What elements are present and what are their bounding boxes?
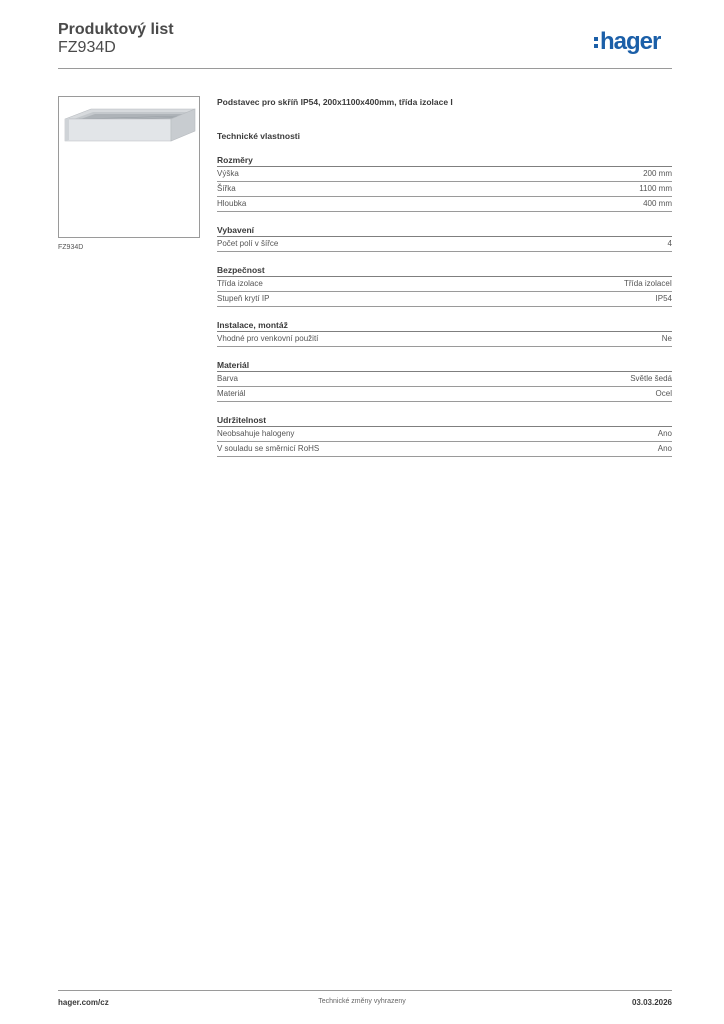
product-description: Podstavec pro skříň IP54, 200x1100x400mm, třída izolace I [217, 97, 453, 107]
spec-row [217, 332, 672, 347]
spec-value: Ano [657, 444, 672, 453]
spec-label: Stupeň krytí IP [217, 294, 270, 303]
spec-row [217, 292, 672, 307]
spec-label: Třída izolace [217, 279, 263, 288]
section-title: Instalace, montáž [217, 320, 672, 332]
spec-value: 200 mm [643, 169, 672, 178]
page-title: Produktový list [58, 21, 174, 38]
footer-website-link[interactable]: hager.com/cz [58, 998, 109, 1007]
spec-label: V souladu se směrnicí RoHS [217, 444, 320, 453]
spec-value: Ne [661, 334, 672, 343]
footer-divider [58, 990, 672, 991]
spec-label: Hloubka [217, 199, 247, 208]
hager-logo [594, 29, 660, 55]
spec-label: Šířka [217, 184, 236, 193]
spec-value: Ocel [655, 389, 672, 398]
product-code: FZ934D [58, 39, 116, 56]
section-rozmery [217, 155, 672, 212]
spec-row [217, 372, 672, 387]
logo-colon-icon [594, 37, 598, 48]
spec-label: Výška [217, 169, 239, 178]
spec-row [217, 387, 672, 402]
section-bezpecnost [217, 265, 672, 307]
spec-row [217, 277, 672, 292]
spec-value: 4 [667, 239, 672, 248]
spec-label: Materiál [217, 389, 246, 398]
spec-row [217, 442, 672, 457]
spec-row [217, 167, 672, 182]
spec-value: Třída izolaceI [623, 279, 672, 288]
spec-row [217, 197, 672, 212]
spec-value: 1100 mm [639, 184, 672, 193]
header-divider [58, 68, 672, 69]
spec-label: Počet polí v šířce [217, 239, 279, 248]
product-image [58, 96, 200, 238]
spec-row [217, 182, 672, 197]
section-title: Materiál [217, 360, 672, 372]
image-caption: FZ934D [58, 244, 84, 251]
section-material [217, 360, 672, 402]
spec-label: Vhodné pro venkovní použití [217, 334, 319, 343]
section-title: Rozměry [217, 155, 672, 167]
footer-date: 03.03.2026 [631, 998, 672, 1007]
spec-row [217, 237, 672, 252]
spec-value: Ano [657, 429, 672, 438]
spec-value: IP54 [655, 294, 672, 303]
section-title: Udržitelnost [217, 415, 672, 427]
footer-note: Technické změny vyhrazeny [318, 998, 406, 1005]
spec-label: Barva [217, 374, 238, 383]
section-title: Vybavení [217, 225, 672, 237]
section-vybaveni [217, 225, 672, 252]
spec-label: Neobsahuje halogeny [217, 429, 295, 438]
spec-value: 400 mm [643, 199, 672, 208]
spec-value: Světle šedá [630, 374, 672, 383]
tech-properties-title: Technické vlastnosti [217, 131, 300, 141]
section-instalace [217, 320, 672, 347]
section-udrzitelnost [217, 415, 672, 457]
logo-text: hager [600, 28, 661, 55]
spec-row [217, 427, 672, 442]
cabinet-plinth-image [59, 97, 199, 237]
product-details [217, 96, 672, 457]
section-title: Bezpečnost [217, 265, 672, 277]
